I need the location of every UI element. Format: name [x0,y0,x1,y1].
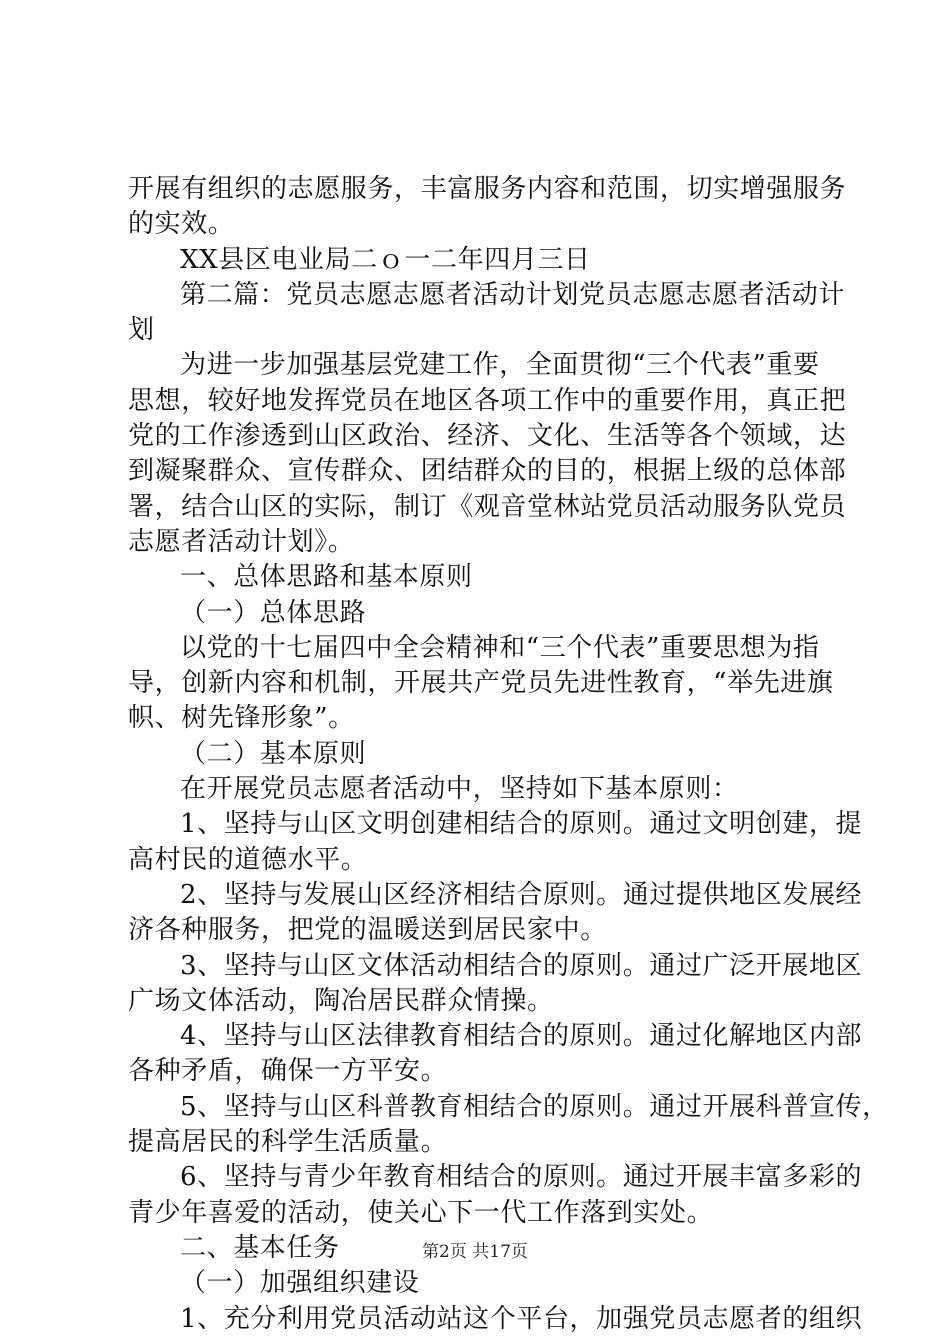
text-line: 到凝聚群众、宣传群众、团结群众的目的，根据上级的总体部 [128,456,847,487]
text-line: 志愿者活动计划》。 [128,526,355,557]
text-line: 5、坚持与山区科普教育相结合的原则。通过开展科普宣传， [180,1091,889,1122]
text-line: 高村民的道德水平。 [128,844,368,875]
page-footer [0,1241,950,1263]
text-line: 帜、树先锋形象”。 [128,703,355,734]
text-line: 1、充分利用党员活动站这个平台，加强党员志愿者的组织 [180,1303,863,1334]
text-line: 各种矛盾，确保一方平安。 [128,1056,448,1087]
text-line: 2、坚持与发展山区经济相结合原则。通过提供地区发展经 [180,879,863,910]
text-line: 以党的十七届四中全会精神和“三个代表”重要思想为指 [180,632,820,663]
text-line: 3、坚持与山区文体活动相结合的原则。通过广泛开展地区 [180,950,863,981]
text-line: （二）基本原则 [180,738,367,769]
text-line: 在开展党员志愿者活动中，坚持如下基本原则： [180,774,739,805]
text-line: 署，结合山区的实际，制订《观音堂林站党员活动服务队党员 [128,491,847,522]
page-number-label: 第2页 共17页 [422,1242,528,1262]
text-line: 提高居民的科学生活质量。 [128,1127,448,1158]
text-line: 党的工作渗透到山区政治、经济、文化、生活等各个领域，达 [128,421,847,452]
text-line: 二、基本任务 [180,1232,340,1263]
text-line: 4、坚持与山区法律教育相结合的原则。通过化解地区内部 [180,1021,863,1052]
text-line: 为进一步加强基层党建工作，全面贯彻“三个代表”重要 [180,350,820,381]
document-body [128,172,889,1337]
text-line: 划 [128,315,155,346]
text-line: 开展有组织的志愿服务，丰富服务内容和范围，切实增强服务 [128,174,847,204]
text-line: 导，创新内容和机制，开展共产党员先进性教育，“举先进旗 [128,668,834,699]
text-line: 广场文体活动，陶冶居民群众情操。 [128,985,554,1016]
text-line: XX县区电业局二ｏ一二年四月三日 [180,244,591,275]
text-line: 思想，较好地发挥党员在地区各项工作中的重要作用，真正把 [128,385,847,416]
text-line: 1、坚持与山区文明创建相结合的原则。通过文明创建，提 [180,809,863,840]
text-line: 青少年喜爱的活动，使关心下一代工作落到实处。 [128,1197,714,1228]
text-line: （一）加强组织建设 [180,1268,420,1299]
text-line: 济各种服务，把党的温暖送到居民家中。 [128,915,607,946]
text-line: （一）总体思路 [180,597,367,628]
text-line: 的实效。 [128,209,235,240]
text-line: 一、总体思路和基本原则 [180,562,473,593]
text-line: 第二篇：党员志愿志愿者活动计划党员志愿志愿者活动计 [180,279,846,310]
text-line: 6、坚持与青少年教育相结合的原则。通过开展丰富多彩的 [180,1162,863,1193]
